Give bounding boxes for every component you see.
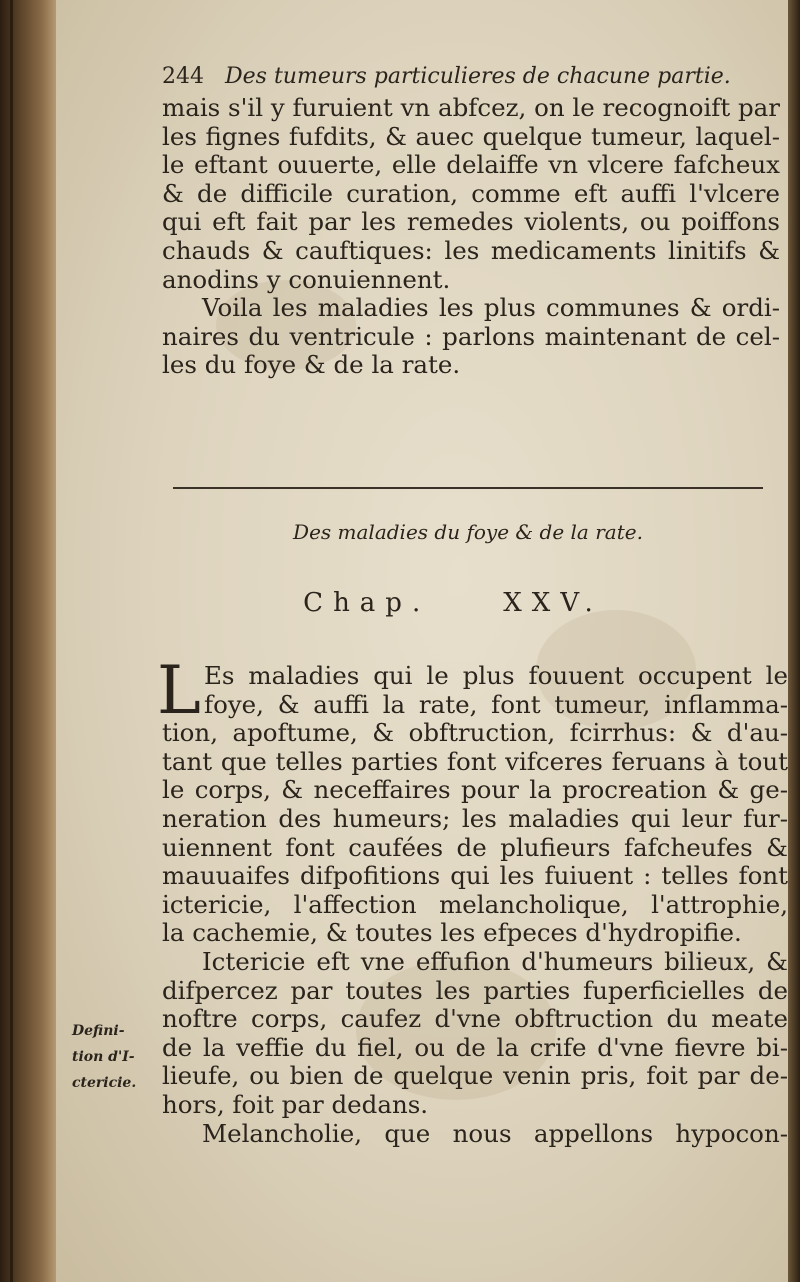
text-line: Voila les maladies les plus communes & ordi- (202, 293, 780, 323)
chapter-heading (173, 588, 733, 618)
chapter-label: Chap. (303, 588, 431, 618)
text-line: le eftant ouuerte, elle delaiffe vn vlcere fafcheux (162, 150, 780, 180)
margin-note (72, 1018, 150, 1096)
book-gutter (0, 0, 56, 1282)
text-line: uiennent font caufées de plufieurs fafcheufes & (162, 832, 788, 862)
text-line: la cachemie, & toutes les efpeces d'hydropifie. (162, 918, 742, 948)
text-line: de la veffie du fiel, ou de la crife d'vne fievre bi- (162, 1032, 788, 1062)
margin-note-line: tion d'I- (72, 1049, 135, 1065)
text-line: les fignes fufdits, & auec quelque tumeur, laquel- (162, 121, 780, 151)
text-line: Ictericie eft vne effufion d'humeurs bilieux, & (202, 946, 788, 976)
text-line: les du foye & de la rate. (162, 350, 461, 380)
text-line: Melancholie, que nous appellons hypocon- (202, 1118, 788, 1148)
drop-cap: L (157, 652, 201, 729)
text-line: noftre corps, caufez d'vne obftruction du meate (162, 1004, 788, 1034)
text-line: Es maladies qui le plus fouuent occupent le (204, 661, 788, 690)
running-header (162, 62, 780, 92)
text-line: hors, foit par dedans. (162, 1089, 429, 1119)
margin-note-line: Defini- (72, 1023, 125, 1039)
page-number: 244 (162, 64, 204, 89)
chapter-number: XXV. (503, 588, 603, 618)
text-line: le corps, & neceffaires pour la procreation & ge- (162, 775, 788, 805)
paragraph-ulcer (162, 94, 780, 294)
chapter-body (157, 652, 788, 1148)
text-line: anodins y conuiennent. (162, 264, 451, 294)
top-text (104, 62, 780, 380)
gutter-shadow (10, 0, 13, 1282)
text-line: tion, apoftume, & obftruction, fcirrhus: & d'au- (162, 718, 788, 748)
text-line: foye, & auffi la rate, font tumeur, inflamma- (204, 689, 788, 719)
text-line: qui eft fait par les remedes violents, ou poiffons (162, 207, 780, 237)
text-line: naires du ventricule : parlons maintenant de cel- (162, 321, 780, 351)
text-line: mais s'il y furuient vn abfcez, on le recognoift par (162, 93, 780, 122)
text-line: chauds & cauftiques: les medicaments linitifs & (162, 235, 780, 265)
section-title: Des maladies du foye & de la rate. (293, 520, 643, 544)
running-title: Des tumeurs particulieres de chacune partie. (225, 64, 731, 89)
text-line: difpercez par toutes les parties fuperficielles de (162, 975, 788, 1005)
text-line: ictericie, l'affection melancholique, l'attrophie, (162, 889, 788, 919)
text-line: mauuaifes difpofitions qui les fuiuent : telles font (162, 861, 788, 891)
text-line: neration des humeurs; les maladies qui leur fur- (162, 803, 788, 833)
text-line: lieufe, ou bien de quelque venin pris, foit par de- (162, 1061, 788, 1091)
page-edge (788, 0, 800, 1282)
text-line: tant que telles parties font vifceres feruans à tout (162, 746, 788, 776)
section-rule (173, 487, 763, 489)
paragraph-voila (162, 294, 780, 380)
margin-note-line: ctericie. (72, 1075, 137, 1091)
text-line: & de difficile curation, comme eft auffi l'vlcere (162, 178, 780, 208)
